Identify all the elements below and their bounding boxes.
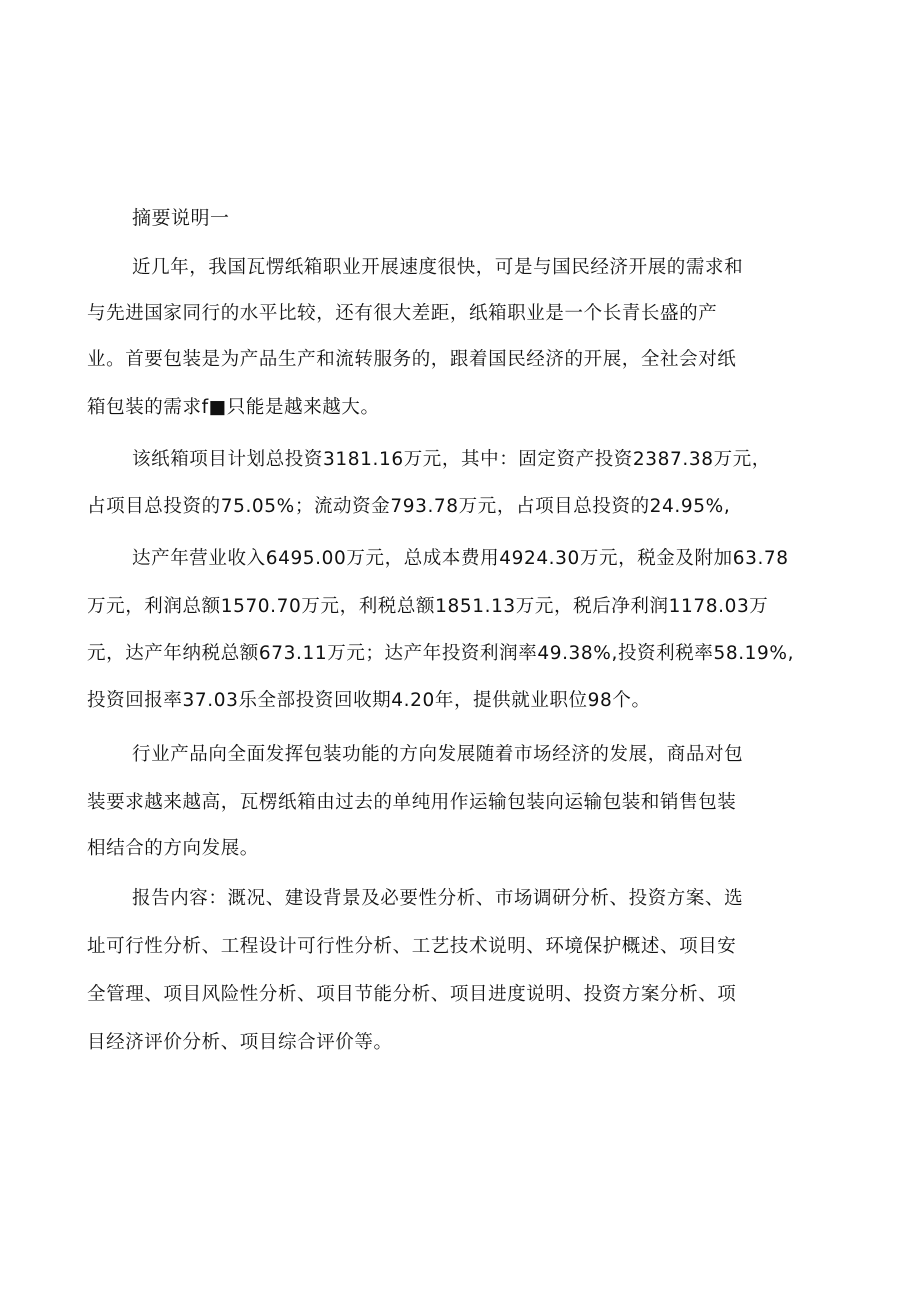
- paragraph-1-line-1: 近几年，我国瓦愣纸箱职业开展速度很快，可是与国民经济开展的需求和: [132, 257, 744, 278]
- paragraph-4-line-3: 相结合的方向发展。: [87, 838, 259, 859]
- paragraph-4-line-2: 装要求越来越高，瓦楞纸箱由过去的单纯用作运输包装向运输包装和销售包装: [87, 792, 737, 813]
- paragraph-5-line-1: 报告内容：溉况、建设背景及必要性分析、市场调研分析、投资方案、选: [132, 888, 744, 909]
- paragraph-3-line-3: 元，达产年纳税总额673.11万元；达产年投资利润率49.38%,投资利税率58.19%,: [87, 643, 795, 664]
- paragraph-1-line-3: 业。首要包装是为产品生产和流转服务的，跟着国民经济的开展，全社会对纸: [87, 349, 737, 370]
- paragraph-2-line-2: 占项目总投资的75.05%；流动资金793.78万元，占项目总投资的24.95%,: [87, 496, 731, 517]
- paragraph-5-line-4: 目经济评价分析、项目综合评价等。: [87, 1032, 393, 1053]
- paragraph-3-line-4: 投资回报率37.03乐全部投资回收期4.20年，提供就业职位98个。: [87, 690, 651, 711]
- paragraph-5-line-2: 址可行性分析、工程设计可行性分析、工艺技术说明、环境保护概述、项目安: [87, 936, 737, 957]
- summary-heading: 摘要说明一: [132, 207, 230, 229]
- paragraph-1-line-4: 箱包装的需求f■只能是越来越大。: [87, 397, 380, 418]
- paragraph-1-line-2: 与先进国家同行的水平比较，还有很大差距，纸箱职业是一个长青长盛的产: [87, 303, 718, 324]
- paragraph-4-line-1: 行业产品向全面发挥包装功能的方向发展随着市场经济的发展，商品对包: [132, 744, 744, 765]
- paragraph-2-line-1: 该纸箱项目计划总投资3181.16万元，其中：固定资产投资2387.38万元，: [132, 449, 771, 470]
- paragraph-3-line-1: 达产年营业收入6495.00万元，总成本费用4924.30万元，税金及附加63.78: [132, 548, 789, 569]
- paragraph-5-line-3: 全管理、项目风险性分析、项目节能分析、项目进度说明、投资方案分析、项: [87, 984, 737, 1005]
- paragraph-3-line-2: 万元，利润总额1570.70万元，利税总额1851.13万元，税后净利润1178.03万: [87, 596, 769, 617]
